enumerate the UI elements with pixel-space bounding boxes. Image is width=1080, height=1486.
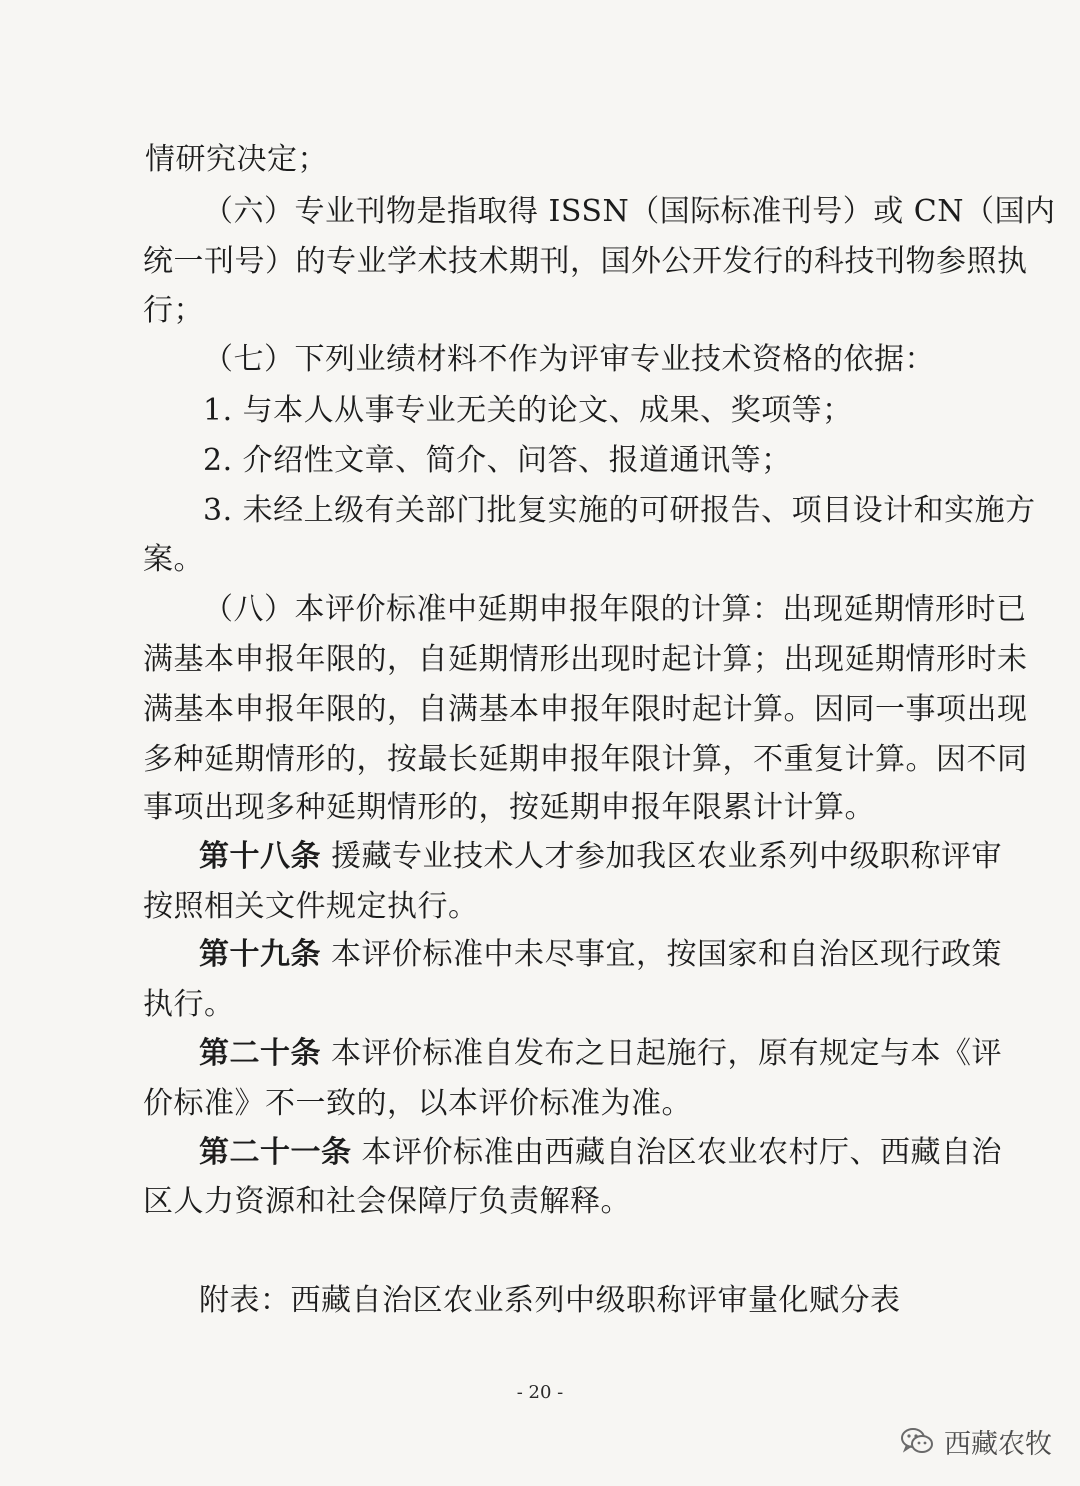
attachment-note: 附表：西藏自治区农业系列中级职称评审量化赋分表 [199, 1283, 901, 1318]
article-heading: 第十九条 [199, 937, 321, 972]
article-text: 本评价标准中未尽事宜，按国家和自治区现行政策 [331, 937, 1003, 972]
text-line-6: 1. 与本人从事专业无关的论文、成果、奖项等； [203, 393, 853, 428]
article-20-line-1 [199, 1034, 1002, 1074]
text-line-2: （六）专业刊物是指取得 ISSN（国际标准刊号）或 CN（国内 [203, 194, 1056, 229]
article-text: 援藏专业技术人才参加我区农业系列中级职称评审 [331, 839, 1003, 874]
text-line-3: 统一刊号）的专业学术技术期刊，国外公开发行的科技刊物参照执 [143, 244, 1028, 279]
article-text: 本评价标准由西藏自治区农业农村厅、西藏自治 [361, 1135, 1003, 1170]
article-heading: 第十八条 [199, 839, 321, 874]
text-line-14: 事项出现多种延期情形的，按延期申报年限累计计算。 [143, 790, 875, 825]
text-line-13: 多种延期情形的，按最长延期申报年限计算，不重复计算。因不同 [143, 742, 1028, 777]
text-line-9: 案。 [143, 542, 204, 577]
article-19-line-2: 执行。 [143, 987, 235, 1022]
text-line-4: 行； [143, 293, 204, 328]
article-19-line-1 [199, 935, 1002, 975]
article-heading: 第二十一条 [199, 1135, 352, 1170]
text-line-12: 满基本申报年限的，自满基本申报年限时起计算。因同一事项出现 [143, 692, 1028, 727]
article-18-line-1 [199, 837, 1002, 877]
text-line-7: 2. 介绍性文章、简介、问答、报道通讯等； [203, 443, 792, 478]
text-line-8: 3. 未经上级有关部门批复实施的可研报告、项目设计和实施方 [203, 493, 1036, 528]
article-18-line-2: 按照相关文件规定执行。 [143, 889, 479, 924]
article-21-line-1 [199, 1133, 1002, 1173]
article-heading: 第二十条 [199, 1036, 321, 1071]
text-line-5: （七）下列业绩材料不作为评审专业技术资格的依据： [203, 342, 935, 377]
account-watermark [900, 1421, 1052, 1461]
article-21-line-2: 区人力资源和社会保障厅负责解释。 [143, 1184, 631, 1219]
watermark-text: 西藏农牧 [944, 1428, 1052, 1460]
text-line-10: （八）本评价标准中延期申报年限的计算：出现延期情形时已 [203, 592, 1027, 627]
article-text: 本评价标准自发布之日起施行，原有规定与本《评 [331, 1036, 1003, 1071]
page-number: - 20 - [516, 1382, 564, 1403]
text-line-1: 情研究决定； [145, 142, 328, 177]
article-20-line-2: 价标准》不一致的，以本评价标准为准。 [143, 1086, 692, 1121]
text-line-11: 满基本申报年限的，自延期情形出现时起计算；出现延期情形时未 [143, 642, 1028, 677]
wechat-icon [900, 1426, 934, 1456]
